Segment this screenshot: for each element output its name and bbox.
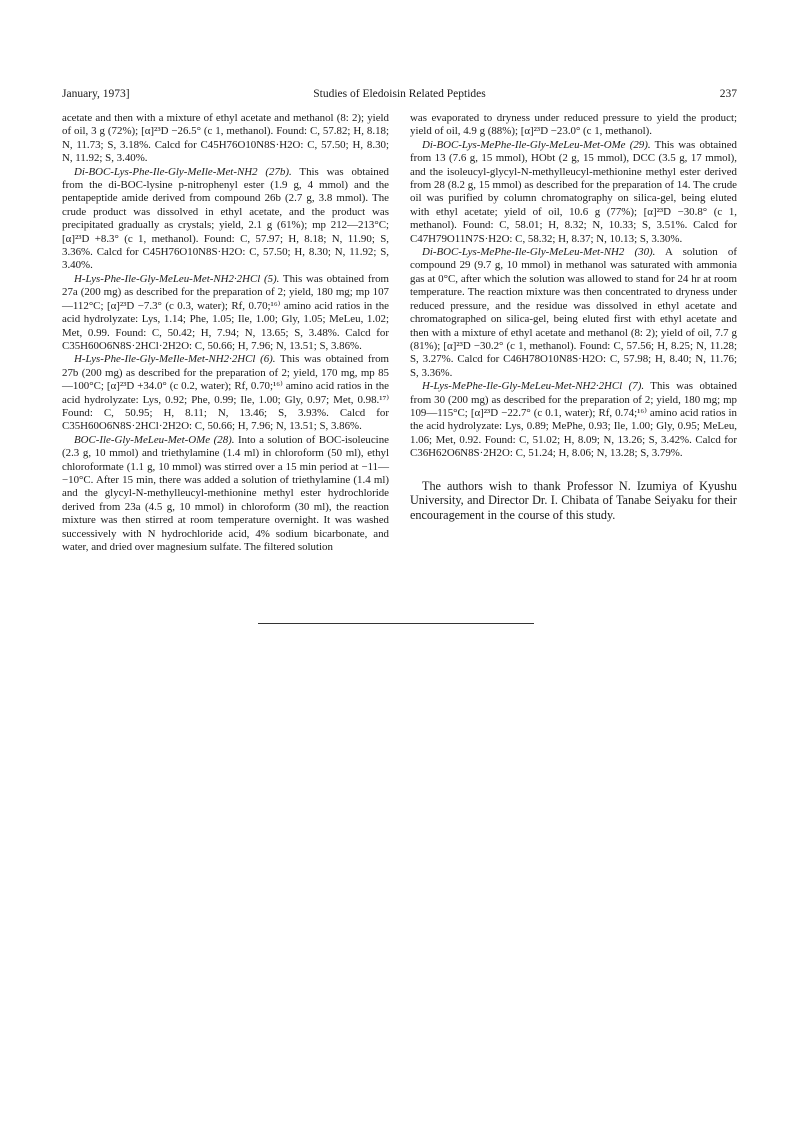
paragraph-text: acetate and then with a mixture of ethyl acetate and methanol (8: 2); yield of oil, 3 g (72%); [α]²³D −26.5° (c 1, methanol). Found: C, 57.82; H, 8.18; N, 11.73; S, 3.18%. Calcd for C45H76O10N8S·H2O: C, 57.50; H, 8.30; N, 11.92; S, 3.40%. — [62, 112, 389, 165]
paragraph — [62, 434, 389, 555]
end-rule — [258, 623, 534, 624]
running-header — [62, 88, 737, 104]
paragraph-text: This was obtained from 30 (200 mg) as described for the preparation of 2; yield, 180 mg; mp 109—115°C; [α]²³D −22.7° (c 0.1, water); Rf, 0.74;¹⁶⁾ amino acid ratios in the acid hydrolyzate: Lys, 0.89; MePhe, 0.93; Ile, 1.00; Gly, 0.95; MeLeu, 1.06; Met, 0.92. Found: C, 51.02; H, 8.09; N, 13.26; S, 3.42%. Calcd for C36H62O6N8S·2H2O: C, 51.24; H, 8.06; N, 13.28; S, 3.79%. — [410, 380, 737, 460]
paragraph-text: was evaporated to dryness under reduced pressure to yield the product; yield of oil, 4.9 g (88%); [α]²³D −23.0° (c 1, methanol). — [410, 112, 737, 138]
paragraph — [410, 139, 737, 246]
compound-title: H-Lys-Phe-Ile-Gly-MeIle-Met-NH2·2HCl (6). — [74, 353, 276, 366]
paragraph-text: A solution of compound 29 (9.7 g, 10 mmol) in methanol was saturated with ammonia gas at 0°C, after which the solution was allowed to stand for 24 hr at room temperature. The reaction mixture was then concentrated to dryness under reduced pressure, and the residue was dissolved in ethyl acetate and chromatographed on silica-gel, being eluted first with ethyl acetate and then with a mixture of ethyl acetate and methanol (8: 2); yield of oil, 7.7 g (81%); [α]²³D −30.2° (c 1, methanol). Found: C, 57.56; H, 8.25; N, 11.28; S, 3.27%. Calcd for C46H78O10N8S·H2O: C, 57.98; H, 8.40; N, 11.76; S, 3.36%. — [410, 246, 737, 379]
left-column — [62, 112, 389, 554]
paragraph-text: Into a solution of BOC-isoleucine (2.3 g, 10 mmol) and triethylamine (1.4 ml) in chloroform (50 ml), ethyl chloroformate (1.1 g, 10 mmol) was stirred over a 15 min period at −11—−10°C. After 15 min, there was added a solution of triethylamine (1.4 ml) and the glycyl-N-methylleucyl-methionine methyl ester hydrochloride derived from 23a (4.5 g, 10 mmol) in chloroform (30 ml), the reaction mixture was then stirred at room temperature overnight. It was washed successively with N hydrochloride acid, 4% sodium bicarbonate, and water, and dried over magnesium sulfate. The filtered solution — [62, 433, 389, 553]
paragraph — [410, 380, 737, 460]
page-number: 237 — [719, 88, 737, 100]
paragraph-text: This was obtained from 27a (200 mg) as described for the preparation of 2; yield, 180 mg; mp 107—112°C; [α]²³D −7.3° (c 0.3, water); Rf, 0.70;¹⁶⁾ amino acid ratios in the acid hydrolyzate: Lys, 1.14; Phe, 1.05; Ile, 1.00; Gly, 1.05; MeLeu, 1.02; Met, 0.99. Found: C, 50.42; H, 7.94; N, 13.65; S, 3.48%. Calcd for C35H60O6N8S·2HCl·2H2O: C, 50.66; H, 7.96; N, 13.51; S, 3.86%. — [62, 272, 389, 352]
journal-date: January, 1973] — [62, 88, 130, 100]
acknowledgement: The authors wish to thank Professor N. Izumiya of Kyushu University, and Director Dr. I. Chibata of Tanabe Seiyaku for their encouragement in the course of this study. — [410, 478, 737, 522]
paragraph — [62, 353, 389, 433]
paragraph — [62, 166, 389, 273]
paragraph-text: This was obtained from the di-BOC-lysine p-nitrophenyl ester (1.9 g, 4 mmol) and the pentapeptide amide derived from compound 26b (2.7 g, 3.8 mmol). The crude product was dissolved in ethyl acetate, and the product was precipitated gradually as crystals; yield, 2.1 g (61%); mp 212—213°C; [α]²³D +8.3° (c 1, methanol). Found: C, 57.97; H, 8.18; N, 11.90; S, 3.36%. Calcd for C45H76O10N8S·H2O: C, 57.50; H, 8.30; N, 11.92; S, 3.40%. — [62, 165, 389, 272]
compound-title: BOC-Ile-Gly-MeLeu-Met-OMe (28). — [74, 433, 235, 446]
paragraph-text: This was obtained from 13 (7.6 g, 15 mmol), HObt (2 g, 15 mmol), DCC (3.5 g, 17 mmol), and the isoleucyl-glycyl-N-methylleucyl-methionine methyl ester derived from 28 (8.2 g, 15 mmol) as described for the preparation of 14. The crude oil was purified by column chromatography on silica-gel, being eluted with ethyl acetate; yield of oil, 10.6 g (77%); [α]²³D −30.8° (c 1, methanol). Found: C, 58.01; H, 8.32; N, 10.33; S, 3.51%. Calcd for C47H79O11N7S·H2O: C, 58.32; H, 8.37; N, 10.13; S, 3.30%. — [410, 138, 737, 245]
compound-title: Di-BOC-Lys-MePhe-Ile-Gly-MeLeu-Met-OMe (29). — [422, 138, 651, 151]
compound-title: H-Lys-MePhe-Ile-Gly-MeLeu-Met-NH2·2HCl (7). — [422, 380, 645, 393]
running-title: Studies of Eledoisin Related Peptides — [313, 88, 486, 100]
paragraph — [62, 112, 389, 166]
paragraph-text: This was obtained from 27b (200 mg) as described for the preparation of 2; yield, 170 mg, mp 85—100°C; [α]²³D +34.0° (c 0.2, water); Rf, 0.70;¹⁶⁾ amino acid ratios in the acid hydrolyzate: Lys, 0.92; Phe, 0.99; Ile, 1.00; Gly, 0.97; Met, 0.98.¹⁷⁾ Found: C, 50.95; H, 8.11; N, 13.46; S, 3.93%. Calcd for C35H60O6N8S·2HCl·2H2O: C, 50.66; H, 7.96; N, 13.51; S, 3.86%. — [62, 353, 389, 433]
paragraph — [62, 273, 389, 353]
right-column — [410, 112, 737, 522]
compound-title: Di-BOC-Lys-MePhe-Ile-Gly-MeLeu-Met-NH2 (30). — [422, 246, 656, 259]
compound-title: Di-BOC-Lys-Phe-Ile-Gly-MeIle-Met-NH2 (27b). — [74, 165, 292, 178]
paragraph — [410, 112, 737, 139]
paragraph — [410, 246, 737, 380]
compound-title: H-Lys-Phe-Ile-Gly-MeLeu-Met-NH2·2HCl (5). — [74, 272, 280, 285]
